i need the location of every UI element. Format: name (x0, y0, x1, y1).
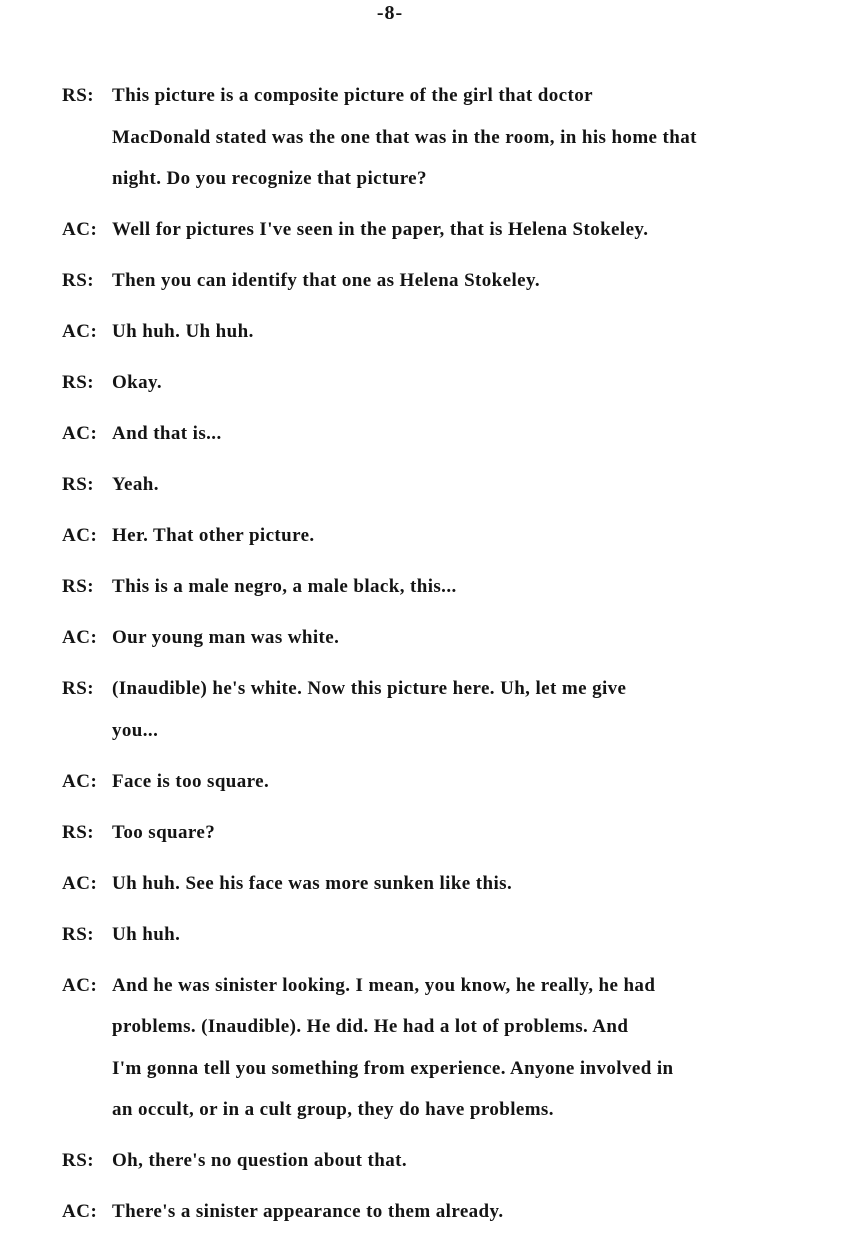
speaker-label: RS: (62, 821, 95, 843)
transcript-entry (62, 80, 822, 205)
page-number: -8- (376, 2, 404, 24)
utterance-text (112, 868, 822, 910)
utterance-text (112, 766, 822, 808)
speaker-label: RS: (62, 85, 95, 106)
utterance-line: you... (112, 719, 159, 741)
utterance-line: There's a sinister appearance to them already. (112, 1201, 504, 1222)
speaker-label: RS: (62, 923, 95, 945)
transcript-entry (62, 1196, 822, 1238)
utterance-line: Uh huh. (112, 923, 181, 945)
transcript-entry (62, 673, 822, 756)
speaker-label: AC: (62, 770, 98, 792)
utterance-text (112, 469, 822, 511)
speaker-label: AC: (62, 219, 98, 240)
utterance-text (112, 970, 822, 1136)
speaker-label: AC: (62, 525, 98, 546)
transcript-entry (62, 316, 822, 358)
utterance-line: Her. That other picture. (112, 525, 315, 546)
utterance-line: an occult, or in a cult group, they do have problems. (112, 1099, 554, 1120)
transcript-entry (62, 265, 822, 307)
utterance-line: Too square? (112, 821, 216, 843)
utterance-line: Uh huh. Uh huh. (112, 321, 254, 342)
speaker-label: AC: (62, 627, 98, 648)
utterance-text (112, 418, 822, 460)
utterance-line: problems. (Inaudible). He did. He had a lot of problems. And (112, 1016, 629, 1037)
utterance-text (112, 571, 822, 613)
utterance-line: Uh huh. See his face was more sunken like this. (112, 872, 513, 894)
utterance-line: This picture is a composite picture of the girl that doctor (112, 85, 593, 106)
utterance-text (112, 520, 822, 562)
transcript-entry (62, 970, 822, 1136)
transcript-entry (62, 622, 822, 664)
transcript-entry (62, 214, 822, 256)
utterance-line: Then you can identify that one as Helena Stokeley. (112, 270, 540, 291)
utterance-line: And that is... (112, 423, 222, 444)
speaker-label: RS: (62, 576, 95, 597)
transcript-entry (62, 469, 822, 511)
utterance-line: This is a male negro, a male black, this... (112, 576, 457, 597)
utterance-text (112, 367, 822, 409)
transcript-entry (62, 418, 822, 460)
transcript-entry (62, 571, 822, 613)
utterance-text (112, 622, 822, 664)
utterance-text (112, 80, 822, 205)
speaker-label: AC: (62, 423, 98, 444)
utterance-line: I'm gonna tell you something from experience. Anyone involved in (112, 1057, 674, 1079)
transcript-entry (62, 868, 822, 910)
utterance-text (112, 214, 822, 256)
transcript-entry (62, 919, 822, 961)
transcript-entry (62, 367, 822, 409)
utterance-line: Face is too square. (112, 770, 270, 792)
transcript-entry (62, 520, 822, 562)
utterance-line: (Inaudible) he's white. Now this picture here. Uh, let me give (112, 678, 627, 699)
utterance-line: Okay. (112, 372, 163, 393)
speaker-label: AC: (62, 974, 98, 996)
utterance-text (112, 817, 822, 859)
speaker-label: RS: (62, 474, 95, 495)
speaker-label: RS: (62, 270, 95, 291)
utterance-text (112, 265, 822, 307)
speaker-label: AC: (62, 321, 98, 342)
transcript (62, 80, 822, 1247)
utterance-line: Our young man was white. (112, 627, 340, 648)
speaker-label: RS: (62, 372, 95, 393)
speaker-label: RS: (62, 678, 95, 699)
utterance-line: Oh, there's no question about that. (112, 1150, 408, 1171)
utterance-text (112, 1145, 822, 1187)
utterance-text (112, 919, 822, 961)
transcript-entry (62, 817, 822, 859)
utterance-line: Well for pictures I've seen in the paper, that is Helena Stokeley. (112, 219, 649, 240)
utterance-text (112, 673, 822, 756)
speaker-label: AC: (62, 872, 98, 894)
transcript-entry (62, 766, 822, 808)
utterance-line: night. Do you recognize that picture? (112, 168, 427, 189)
utterance-text (112, 1196, 822, 1238)
transcript-entry (62, 1145, 822, 1187)
utterance-line: MacDonald stated was the one that was in the room, in his home that (112, 126, 697, 148)
utterance-line: And he was sinister looking. I mean, you know, he really, he had (112, 974, 656, 996)
utterance-line: Yeah. (112, 474, 159, 495)
speaker-label: AC: (62, 1201, 98, 1222)
utterance-text (112, 316, 822, 358)
speaker-label: RS: (62, 1150, 95, 1171)
